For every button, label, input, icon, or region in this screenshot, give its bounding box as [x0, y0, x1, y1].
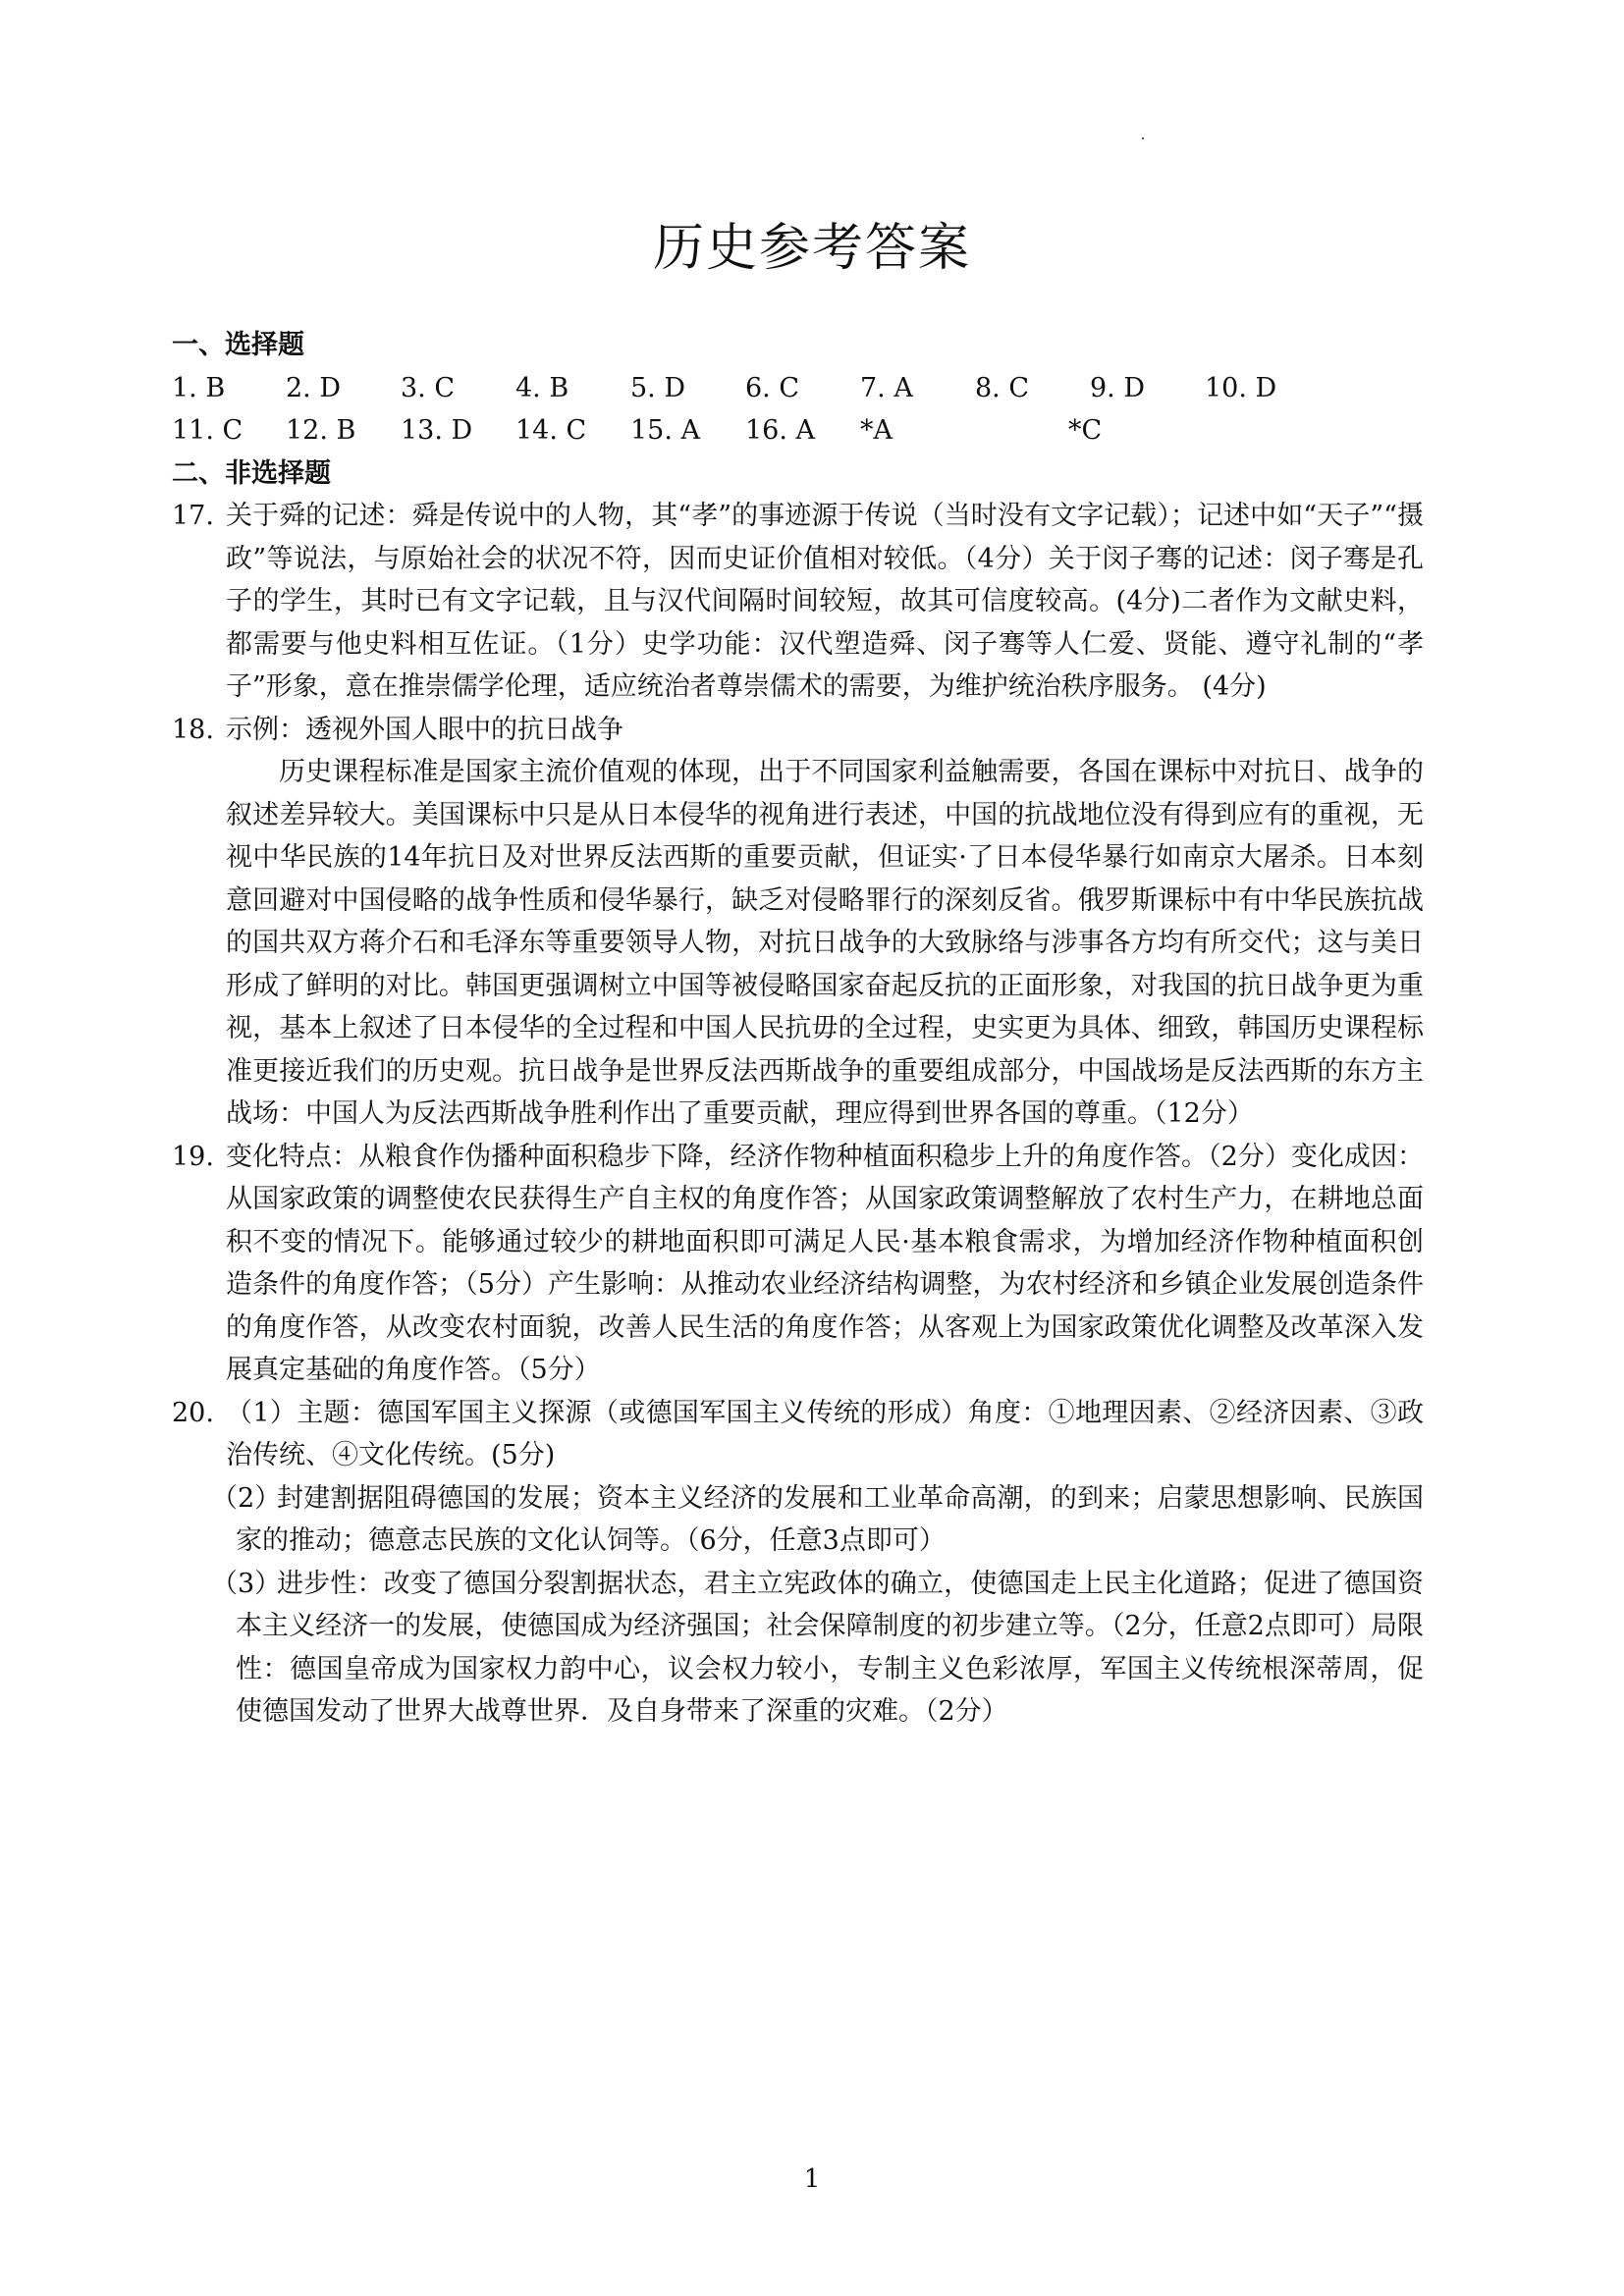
choice-answer: 8. C [975, 372, 1030, 403]
question-q19 [172, 1136, 1424, 1392]
scan-speck [1142, 137, 1144, 139]
sub-number: （2） [211, 1482, 282, 1514]
choice-answers-row-1 [172, 367, 1424, 410]
section-heading-nonchoice: 二、非选择题 [172, 457, 331, 489]
choice-answer: 5. D [630, 372, 685, 403]
question-number: 18. [172, 714, 214, 745]
choice-answer: *C [1068, 415, 1103, 446]
question-q17 [172, 495, 1424, 709]
choice-answer: 1. B [172, 372, 226, 403]
answer-text: 进步性：改变了德国分裂割据状态，君主立宪政体的确立，使德国走上民主化道路；促进了德国资本主义经济一的发展，使德国成为经济强国；社会保障制度的初步建立等。（2分，任意2点即可）局限性：德国皇帝成为国家权力韵中心，议会权力较小，专制主义色彩浓厚，军国主义传统根深蒂周，促使德国发动了世界大战尊世界．及自身带来了深重的灾难。（2分） [236, 1568, 1424, 1727]
choice-answer: 13. D [401, 415, 473, 446]
question-number: 17. [172, 501, 214, 531]
choice-answer: 2. D [286, 372, 341, 403]
choice-answer: 4. B [515, 372, 569, 403]
answer-text: 变化特点：从粮食作伪播种面积稳步下降，经济作物种植面积稳步上升的角度作答。（2分）变化成因：从国家政策的调整使农民获得生产自主权的角度作答；从国家政策调整解放了农村生产力，在耕地总面积不变的情况下。能够通过较少的耕地面积即可满足人民·基本粮食需求，为增加经济作物种植面积创造条件的角度作答；（5分）产生影响：从推动农业经济结构调整，为农村经济和乡镇企业发展创造条件的角度作答，从改变农村面貌，改善人民生活的角度作答；从客观上为国家政策优化调整及改革深入发展真定基础的角度作答。（5分） [226, 1141, 1424, 1385]
choice-answer: 10. D [1205, 372, 1277, 403]
question-example-heading: 示例：透视外国人眼中的抗日战争 [226, 714, 623, 745]
page-number: 1 [803, 2164, 821, 2194]
choice-answer: 12. B [286, 415, 356, 446]
choice-answer: 15. A [630, 415, 701, 446]
choice-answer: 16. A [745, 415, 816, 446]
choice-answer: 9. D [1090, 372, 1145, 403]
section-heading-choice: 一、选择题 [172, 330, 304, 360]
question-number: 19. [172, 1141, 214, 1172]
answer-part-2 [172, 1477, 1424, 1563]
answer-text: 历史课程标准是国家主流价值观的体现，出于不同国家利益触需要，各国在课标中对抗日、战争的叙述差异较大。美国课标中只是从日本侵华的视角进行表述，中国的抗战地位没有得到应有的重视，无视中华民族的14年抗日及对世界反法西斯的重要贡献，但证实·了日本侵华暴行如南京大屠杀。日本刻意回避对中国侵略的战争性质和侵华暴行，缺乏对侵略罪行的深刻反省。俄罗斯课标中有中华民族抗战的国共双方蒋介石和毛泽东等重要领导人物，对抗日战争的大致脉络与涉事各方均有所交代；这与美日形成了鲜明的对比。韩国更强调树立中国等被侵略国家奋起反抗的正面形象，对我国的抗日战争更为重视，基本上叙述了日本侵华的全过程和中国人民抗毋的全过程，史实更为具体、细致，韩国历史课程标准更接近我们的历史观。抗日战争是世界反法西斯战争的重要组成部分，中国战场是反法西斯的东方主战场：中国人为反法西斯战争胜利作出了重要贡献，理应得到世界各国的尊重。（12分） [226, 757, 1424, 1129]
sub-number: （3） [211, 1568, 282, 1599]
choice-answer: *A [860, 415, 893, 446]
choice-answer: 14. C [515, 415, 587, 446]
question-number: 20. [172, 1397, 214, 1428]
question-q20 [172, 1392, 1424, 1477]
choice-answer: 3. C [401, 372, 456, 403]
answer-part-1: （1）主题：德国军国主义探源（或德国军国主义传统的形成）角度：①地理因素、②经济因素、③政治传统、④文化传统。(5分) [226, 1397, 1424, 1470]
answer-content [172, 324, 1424, 1734]
choice-answer: 7. A [860, 372, 913, 403]
choice-answer: 11. C [172, 415, 244, 446]
choice-answer: 6. C [745, 372, 800, 403]
page-title: 历史参考答案 [652, 219, 971, 278]
answer-text: 封建割据阻碍德国的发展；资本主义经济的发展和工业革命高潮，的到来；启蒙思想影响、民族国家的推动；德意志民族的文化认饲等。（6分，任意3点即可） [236, 1482, 1424, 1556]
choice-answers-row-2 [172, 409, 1424, 453]
answer-text: 关于舜的记述：舜是传说中的人物，其“孝”的事迹源于传说（当时没有文字记载）；记述中如“天子”“摄政”等说法，与原始社会的状况不符，因而史证价值相对较低。（4分）关于闵子骞的记述：闵子骞是孔子的学生，其时已有文字记载，且与汉代间隔时间较短，故其可信度较高。(4分)二者作为文献史料，都需要与他史料相互佐证。（1分）史学功能：汉代塑造舜、闵子骞等人仁爱、贤能、遵守礼制的“孝子”形象，意在推崇儒学伦理，适应统治者尊崇儒术的需要，为维护统治秩序服务。 (4分) [226, 501, 1424, 702]
answer-part-3 [172, 1563, 1424, 1734]
question-q18 [172, 709, 1424, 1136]
